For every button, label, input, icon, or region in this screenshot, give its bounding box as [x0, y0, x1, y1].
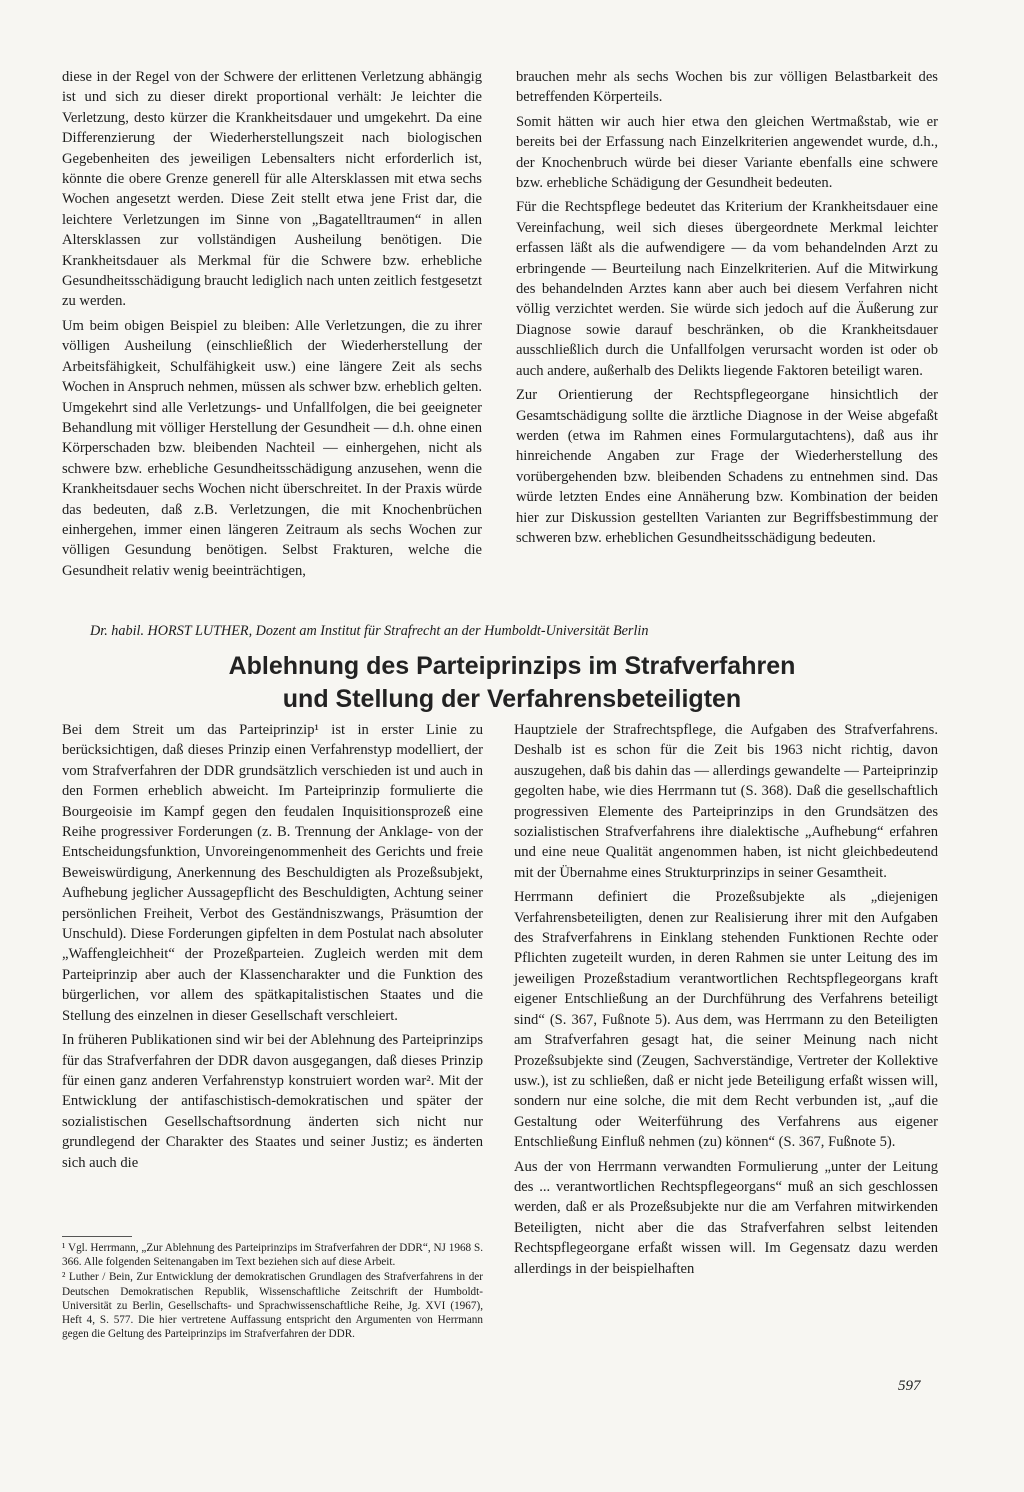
paragraph: In früheren Publikationen sind wir bei der Ablehnung des Parteiprinzips für das Strafverfahren der DDR davon ausgegangen, daß dieses Prinzip für einen ganz anderen Verfahrenstyp konstruiert worden war². Mit der Entwicklung der antifaschistisch-demokratischen und später der sozialistischen Gesellschaftsordnung änderten sich nicht nur grundlegend der Charakter des Staates und seiner Justiz; es änderten sich auch die	[62, 1032, 483, 1171]
paragraph: Zur Orientierung der Rechtspflegeorgane hinsichtlich der Gesamtschädigung sollte die ärztliche Diagnose in der Weise abgefaßt werden (etwa im Rahmen eines Formulargutachtens), daß aus ihr hinreichende Angaben zur Frage der Wiederherstellung des vorübergehenden bzw. bleibenden Schadens zu entnehmen sind. Das würde letzten Endes eine Annäherung bzw. Kombination der beiden hier zur Diskussion gestellten Varianten zur Begriffsbestimmung der schweren bzw. erheblichen Gesundheitsschädigung bedeuten.	[516, 387, 938, 546]
text-column-top-left	[62, 67, 482, 585]
footnotes	[62, 1236, 483, 1342]
text-column-bottom-right	[514, 720, 938, 1283]
article-title-line-2: und Stellung der Verfahrensbeteiligten	[282, 685, 742, 713]
text-column-top-right	[516, 67, 938, 552]
paragraph: brauchen mehr als sechs Wochen bis zur völligen Belastbarkeit des betreffenden Körperteils.	[516, 69, 938, 106]
paragraph: Um beim obigen Beispiel zu bleiben: Alle Verletzungen, die zu ihrer völligen Ausheilung (einschließlich der Wiederherstellung der Arbeitsfähigkeit, Schulfähigkeit usw.) eine längere Zeit als sechs Wochen in Anspruch nehmen, müssen als schwer bzw. erheblich gelten. Umgekehrt sind alle Verletzungs- und Unfallfolgen, die bei geeigneter Behandlung mit völliger Herstellung der Gesundheit — d.h. ohne einen Körperschaden bzw. bleibenden Nachteil — einhergehen, nicht als schwere bzw. erhebliche Gesundheitsschädigung anzusehen, wenn die Krankheitsdauer sechs Wochen nicht überschreitet. In der Praxis würde das bedeuten, daß z.B. Verletzungen, die mit Knochenbrüchen einhergehen, immer einen längeren Zeitraum als sechs Wochen zur völligen Gesundung benötigen. Selbst Frakturen, welche die Gesundheit relativ wenig beeinträchtigen,	[62, 317, 482, 579]
page-number: 597	[898, 1378, 921, 1394]
paragraph: Bei dem Streit um das Parteiprinzip¹ ist in erster Linie zu berücksichtigen, daß dieses Prinzip einen Verfahrenstyp modelliert, der vom Strafverfahren der DDR grundsätzlich verschieden ist und auch in den Formen erheblich abweicht. Im Parteiprinzip formulierte die Bourgeoisie im Kampf gegen den feudalen Inquisitionsprozeß eine Reihe progressiver Forderungen (z. B. Trennung der Anklage- von der Entscheidungsfunktion, Unvoreingenommenheit des Gerichts und freie Beweiswürdigung, Anerkennung des Beschuldigten als Prozeßsubjekt, Aufhebung jeglicher Aussagepflicht des Beschuldigten, Achtung seiner persönlichen Freiheit, Verbot des Geständniszwangs, Präsumtion der Unschuld). Diese Forderungen gipfelten in dem Postulat nach absoluter „Waffengleichheit“ der Prozeßparteien. Zugleich werden mit dem Parteiprinzip aber auch der Klassencharakter und die Funktion des bürgerlichen, vor allem des spätkapitalistischen Staates und die Stellung des einzelnen in dieser Gesellschaft verschleiert.	[62, 722, 483, 1024]
paragraph: Somit hätten wir auch hier etwa den gleichen Wertmaßstab, wie er bereits bei der Erfassung nach Einzelkriterien angewendet wurde, d.h., der Knochenbruch würde bei dieser Variante ebenfalls eine schwere bzw. erhebliche Schädigung der Gesundheit bedeuten.	[516, 113, 938, 192]
text-column-bottom-left	[62, 720, 483, 1177]
paragraph: Aus der von Herrmann verwandten Formulierung „unter der Leitung des ... verantwortlichen Rechtspflegeorgans“ muß an sich geschlossen werden, daß er als Prozeßsubjekte nur die am Verfahren mitwirkenden Beteiligten, nicht aber die das Strafverfahren selbst leitenden Rechtspflegeorgane erfaßt wissen will. Im Gegensatz dazu werden allerdings in der beispielhaften	[514, 1158, 938, 1277]
article-title	[80, 650, 944, 716]
footnote: ² Luther / Bein, Zur Entwicklung der demokratischen Grundlagen des Strafverfahrens in der Deutschen Demokratischen Republik, Wissenschaftliche Zeitschrift der Humboldt-Universität zu Berlin, Gesellschafts- und Sprachwissenschaftliche Reihe, Jg. XVI (1967), Heft 4, S. 577. Die hier vertretene Auffassung entspricht den Argumenten von Herrmann gegen die Geltung des Parteiprinzips im Strafverfahren der DDR.	[62, 1271, 483, 1341]
paragraph: Herrmann definiert die Prozeßsubjekte als „diejenigen Verfahrensbeteiligten, denen zur Realisierung ihrer mit den Aufgaben des Strafverfahrens in Einklang stehenden Funktionen Rechte oder Pflichten zugeteilt wurden, in deren Rahmen sie unter Leitung des im jeweiligen Prozeßstadium verantwortlichen Rechtspflegeorgans kraft eigener Entschließung an der Durchführung des Verfahrens beteiligt sind“ (S. 367, Fußnote 5). Aus dem, was Herrmann zu den Beteiligten am Strafverfahren gesagt hat, die seiner Meinung nach nicht Prozeßsubjekte sind (Zeugen, Sachverständige, Vertreter der Kollektive usw.), ist zu schließen, daß er nicht jede Beteiligung erfaßt wissen will, sondern nur eine solche, die mit dem Recht verbunden ist, „auf die Gestaltung oder Weiterführung des Verfahrens aus eigener Entschließung Einfluß nehmen (zu) können“ (S. 367, Fußnote 5).	[514, 889, 938, 1151]
footnote: ¹ Vgl. Herrmann, „Zur Ablehnung des Parteiprinzips im Strafverfahren der DDR“, NJ 1968 S. 366. Alle folgenden Seitenangaben im Text beziehen sich auf diese Arbeit.	[62, 1242, 483, 1269]
footnote-divider	[62, 1236, 132, 1237]
article-title-line-1: Ablehnung des Parteiprinzips im Strafverfahren	[228, 652, 796, 680]
paragraph: Hauptziele der Strafrechtspflege, die Aufgaben des Strafverfahrens. Deshalb ist es schon für die Zeit bis 1963 nicht richtig, davon auszugehen, daß bis dahin das — allerdings gewandelte — Parteiprinzip gegolten habe, wie dies Herrmann tut (S. 368). Daß die gesellschaftlich progressiven Elemente des Parteiprinzips in den Grundsätzen des sozialistischen Strafverfahrens ihre dialektische „Aufhebung“ erfahren und eine neue Qualität angenommen haben, ist nicht gleichbedeutend mit der Übernahme eines Strukturprinzips in seiner Gesamtheit.	[514, 722, 938, 881]
author-byline: Dr. habil. HORST LUTHER, Dozent am Institut für Strafrecht an der Humboldt-Universität Berlin	[90, 623, 649, 639]
paragraph: diese in der Regel von der Schwere der erlittenen Verletzung abhängig ist und sich zu dieser direkt proportional verhält: Je leichter die Verletzung, desto kürzer die Krankheitsdauer und umgekehrt. Da eine Differenzierung der Wiederherstellungszeit nach biologischen Gegebenheiten des jeweiligen Lebensalters nicht erforderlich ist, könnte die obere Grenze generell für alle Altersklassen mit etwa sechs Wochen angesetzt werden. Diese Zeit stellt etwa jene Frist dar, die leichtere Verletzungen im Sinne von „Bagatelltraumen“ in allen Altersklassen zur vollständigen Ausheilung benötigen. Die Krankheitsdauer als Merkmal für die Schwere bzw. erhebliche Gesundheitsschädigung braucht lediglich nach unten zeitlich festgesetzt zu werden.	[62, 69, 482, 310]
paragraph: Für die Rechtspflege bedeutet das Kriterium der Krankheitsdauer eine Vereinfachung, weil sich dieses übergeordnete Merkmal leichter erfassen läßt als die aufwendigere — da vom behandelnden Arzt zu erbringende — Beurteilung nach Einzelkriterien. Auf die Mitwirkung des behandelnden Arztes kann aber auch bei diesem Verfahren nicht völlig verzichtet werden. Sie würde sich jedoch auf die Äußerung zur Diagnose sowie darauf beschränken, ob die Krankheitsdauer ausschließlich durch die Unfallfolgen verursacht worden ist oder ob auch andere, außerhalb des Delikts liegende Faktoren beteiligt waren.	[516, 199, 938, 379]
